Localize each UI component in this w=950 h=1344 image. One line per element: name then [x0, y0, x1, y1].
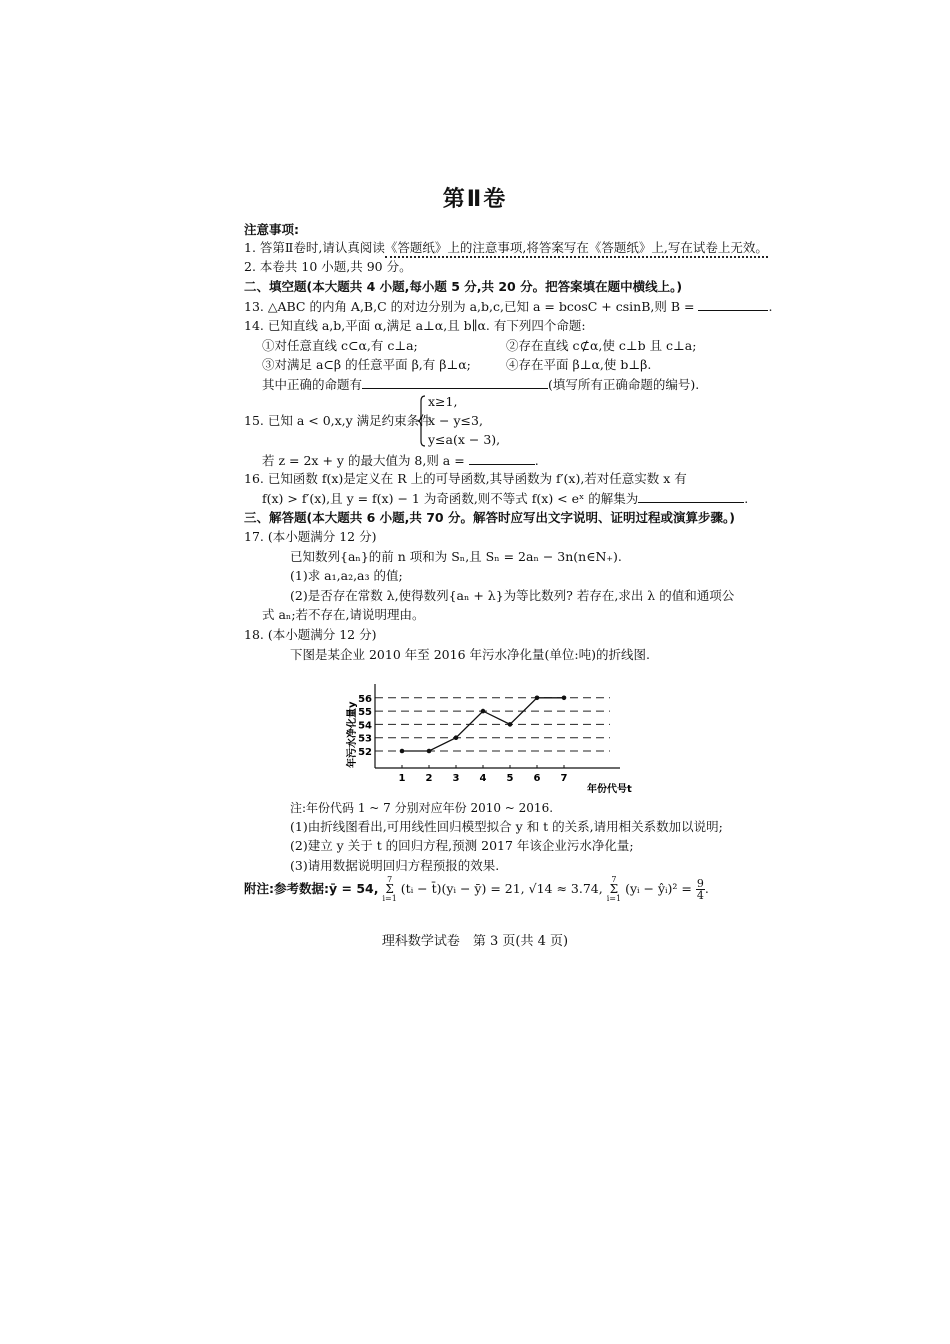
question-18-part-3: (3)请用数据说明回归方程预报的效果.: [290, 858, 500, 873]
data-point: [562, 696, 567, 701]
section-fill-blank-heading: 二、填空题(本大题共 4 小题,每小题 5 分,共 20 分。把答案填在题中横线上。): [244, 279, 683, 294]
question-14-stem: 14. 已知直线 a,b,平面 α,满足 a⊥α,且 b∥α. 有下列四个命题:: [244, 318, 586, 333]
x-axis-label: 年份代号t: [587, 784, 632, 795]
x-tick-label: 4: [479, 773, 487, 784]
question-14-option-3: ③对满足 a⊂β 的任意平面 β,有 β⊥α;: [262, 357, 471, 372]
notice-item-2: 2. 本卷共 10 小题,共 90 分。: [244, 259, 412, 274]
notice-item-1: 1. 答第Ⅱ卷时,请认真阅读《答题纸》上的注意事项,将答案写在《答题纸》上,写在试卷上无效。: [244, 240, 768, 256]
chart-ticks: [358, 694, 567, 784]
line-chart: [335, 680, 645, 798]
constraint-2: x − y≤3,: [428, 413, 483, 428]
question-15-stem: 15. 已知 a < 0,x,y 满足约束条件: [244, 413, 432, 428]
chart-grid: [375, 698, 610, 751]
left-brace: [418, 395, 426, 447]
data-point: [427, 749, 432, 754]
constraint-1: x≥1,: [428, 394, 458, 409]
question-14-option-1: ①对任意直线 c⊂α,有 c⊥a;: [262, 338, 418, 353]
data-point: [481, 709, 486, 714]
page-footer: 理科数学试卷 第 3 页(共 4 页): [381, 934, 569, 949]
y-tick-label: 53: [358, 733, 372, 745]
chart-note: 注:年份代码 1 ~ 7 分别对应年份 2010 ~ 2016.: [290, 801, 554, 815]
data-point: [454, 735, 459, 740]
question-17-part-2b: 式 aₙ;若不存在,请说明理由。: [262, 607, 425, 622]
question-18-stem: 下图是某企业 2010 年至 2016 年污水净化量(单位:吨)的折线图.: [290, 647, 650, 662]
answer-blank: [698, 298, 768, 311]
question-16-line-2: f(x) > f′(x),且 y = f(x) − 1 为奇函数,则不等式 f(x) < eˣ 的解集为 .: [262, 491, 749, 506]
y-tick-label: 56: [358, 693, 372, 705]
question-15-tail: 若 z = 2x + y 的最大值为 8,则 a = .: [262, 453, 539, 468]
y-tick-label: 55: [358, 707, 372, 719]
constraint-3: y≤a(x − 3),: [428, 432, 501, 447]
question-18-head: 18. (本小题满分 12 分): [244, 627, 377, 642]
x-tick-label: 7: [560, 773, 568, 784]
x-tick-label: 5: [506, 773, 514, 784]
section-solve-heading: 三、解答题(本大题共 6 小题,共 70 分。解答时应写出文字说明、证明过程或演算步骤。): [244, 510, 735, 525]
question-14-option-2: ②存在直线 c⊄α,使 c⊥b 且 c⊥a;: [506, 338, 697, 353]
question-17-head: 17. (本小题满分 12 分): [244, 529, 377, 544]
question-17-part-2a: (2)是否存在常数 λ,使得数列{aₙ + λ}为等比数列? 若存在,求出 λ 的值和通项公: [290, 588, 735, 603]
question-17-part-1: (1)求 a₁,a₂,a₃ 的值;: [290, 568, 403, 583]
answer-blank: [469, 452, 535, 465]
y-axis-label: 年污水净化量y: [347, 701, 358, 768]
y-tick-label: 54: [358, 720, 372, 732]
data-point: [400, 749, 405, 754]
fraction: $\frac{9}{4}$: [696, 877, 704, 902]
page-title: 第Ⅱ卷: [442, 187, 508, 212]
data-point: [535, 696, 540, 701]
sum-sign: 7 Σ i=1: [606, 875, 622, 903]
question-18-part-1: (1)由折线图看出,可用线性回归模型拟合 y 和 t 的关系,请用相关系数加以说明;: [290, 819, 723, 834]
reference-data: 附注:参考数据:ȳ = 54, 7 Σ i=1 (tᵢ − t̄)(yᵢ − ȳ) = 21, √14 ≈ 3.74, 7 Σ i=1 (yᵢ − ŷᵢ)² = $\frac{9}{4}$ .: [244, 875, 709, 903]
chart-axes: [375, 684, 620, 768]
answer-blank: [362, 376, 548, 389]
question-14-option-4: ④存在平面 β⊥α,使 b⊥β.: [506, 357, 652, 372]
data-point: [508, 722, 513, 727]
x-tick-label: 2: [425, 773, 433, 784]
x-tick-label: 6: [533, 773, 541, 784]
question-14-answer: 其中正确的命题有 (填写所有正确命题的编号).: [262, 377, 700, 392]
question-17-stem: 已知数列{aₙ}的前 n 项和为 Sₙ,且 Sₙ = 2aₙ − 3n(n∈N₊).: [290, 549, 622, 564]
y-tick-label: 52: [358, 747, 372, 758]
answer-blank: [638, 490, 744, 503]
x-tick-label: 3: [452, 773, 460, 784]
notice-heading: 注意事项:: [244, 222, 299, 237]
question-18-part-2: (2)建立 y 关于 t 的回归方程,预测 2017 年该企业污水净化量;: [290, 838, 634, 853]
question-13: 13. △ABC 的内角 A,B,C 的对边分别为 a,b,c,已知 a = bcosC + csinB,则 B = .: [244, 299, 773, 314]
x-tick-label: 1: [398, 773, 406, 784]
sum-sign: 7 Σ i=1: [382, 875, 397, 903]
question-16-line-1: 16. 已知函数 f(x)是定义在 R 上的可导函数,其导函数为 f′(x),若对任意实数 x 有: [244, 471, 687, 486]
